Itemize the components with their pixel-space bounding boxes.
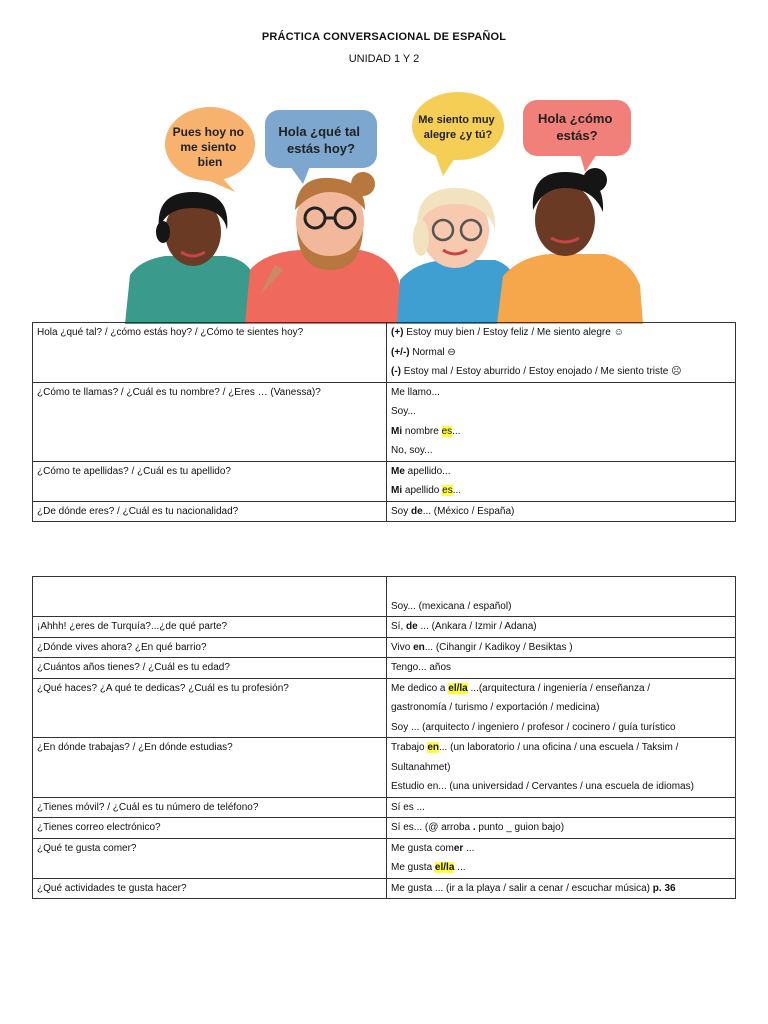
question-text: ¿Tienes móvil? / ¿Cuál es tu número de teléfono?: [37, 801, 259, 813]
table-row: [33, 461, 736, 501]
answer-line: [391, 758, 731, 778]
answer-text: .: [472, 822, 476, 833]
question-text: Hola ¿qué tal? / ¿cómo estás hoy? / ¿Cómo te sientes hoy?: [37, 327, 304, 338]
answer-text: ...: [452, 425, 461, 437]
answer-text: Me gusta ... (ir a la playa / salir a cenar / escuchar música): [391, 882, 653, 894]
answer-line: [391, 738, 731, 758]
question-text: ¿Cómo te llamas? / ¿Cuál es tu nombre? / ¿Eres … (Vanessa)?: [37, 386, 321, 398]
table-row: [33, 797, 736, 818]
question-cell: [33, 637, 387, 658]
answer-text: Estudio en... (una universidad / Cervantes / una escuela de idiomas): [391, 781, 694, 792]
answer-text: Soy: [391, 505, 412, 517]
question-cell: [33, 797, 387, 818]
question-text: ¿De dónde eres? / ¿Cuál es tu nacionalidad?: [37, 505, 239, 517]
answer-line: [391, 462, 731, 482]
highlighted-text: el/la: [448, 682, 468, 694]
question-cell: [33, 382, 387, 461]
answer-text: Me: [391, 465, 405, 477]
answer-cell: [387, 838, 736, 878]
question-text: ¿Tienes correo electrónico?: [37, 822, 161, 833]
answer-line: [391, 879, 731, 899]
question-cell: [33, 617, 387, 638]
answer-text: en: [413, 641, 425, 653]
table-row: [33, 323, 736, 383]
question-cell: [33, 461, 387, 501]
answer-text: apellido...: [404, 465, 451, 477]
answer-line: [391, 798, 731, 818]
question-text: ¡Ahhh! ¿eres de Turquía?...¿de qué parte?: [37, 621, 228, 632]
answer-text: de: [411, 505, 423, 517]
answer-text: Normal ⊖: [409, 346, 456, 358]
answer-line: [391, 638, 731, 658]
table-row: [33, 738, 736, 798]
answer-text: (-): [391, 366, 401, 377]
answer-line: [391, 481, 731, 501]
answer-text: ...: [452, 485, 462, 496]
answer-text: Mi: [391, 425, 403, 437]
answer-text: Sí es ...: [391, 801, 425, 813]
answer-text: No, soy...: [391, 445, 433, 456]
table-row: [33, 818, 736, 839]
answer-text: ... (Ankara / Izmir / Adana): [417, 621, 537, 632]
answer-cell: [387, 658, 736, 679]
answer-text: er: [453, 842, 464, 854]
question-text: ¿Dónde vives ahora? ¿En qué barrio?: [37, 641, 207, 653]
answer-text: Me llamo...: [391, 386, 440, 398]
question-cell: [33, 577, 387, 617]
question-cell: [33, 323, 387, 383]
answer-line: [391, 402, 731, 422]
answer-cell: [387, 678, 736, 738]
answer-line: [391, 617, 731, 637]
answer-text: ...: [463, 842, 475, 854]
answer-line: [391, 718, 731, 738]
answer-text: Estoy mal / Estoy aburrido / Estoy enojado / Me siento triste ☹: [401, 366, 682, 377]
answer-text: Trabajo: [391, 742, 428, 753]
answer-cell: [387, 501, 736, 522]
answer-text: Sí es... (@ arroba: [391, 822, 473, 833]
answer-line: [391, 343, 731, 363]
answer-text: apellido: [402, 485, 443, 496]
answer-line: [391, 323, 731, 343]
question-cell: [33, 838, 387, 878]
answer-text: Me gusta com: [391, 842, 454, 854]
answer-line: [391, 577, 731, 597]
answer-cell: [387, 818, 736, 839]
question-text: ¿En dónde trabajas? / ¿En dónde estudias?: [37, 742, 233, 753]
question-cell: [33, 738, 387, 798]
answer-cell: [387, 797, 736, 818]
answer-text: ... (un laboratorio / una oficina / una escuela / Taksim /: [439, 742, 679, 753]
speech-bubble-3-text: Me siento muy alegre ¿y tú?: [418, 114, 495, 141]
answer-line: [391, 422, 731, 442]
question-text: ¿Qué te gusta comer?: [37, 842, 137, 854]
answer-line: [391, 858, 731, 878]
table-row: [33, 382, 736, 461]
highlighted-text: el/la: [434, 862, 455, 873]
question-text: ¿Qué actividades te gusta hacer?: [37, 882, 187, 894]
answer-text: Sí,: [391, 621, 407, 632]
answer-cell: [387, 461, 736, 501]
speech-bubble-1-text: Pues hoy no me siento bien: [172, 125, 244, 169]
answer-line: [391, 679, 731, 699]
question-cell: [33, 878, 387, 899]
table-row: [33, 577, 736, 617]
answer-line: [391, 441, 731, 461]
answer-line: [391, 383, 731, 403]
question-cell: [33, 678, 387, 738]
answer-text: Soy... (mexicana / español): [391, 600, 512, 612]
answer-text: (+): [391, 327, 404, 338]
page-title: PRÁCTICA CONVERSACIONAL DE ESPAÑOL: [261, 31, 507, 43]
page-subtitle: UNIDAD 1 Y 2: [348, 53, 420, 65]
table-row: [33, 617, 736, 638]
answer-text: Estoy muy bien / Estoy feliz / Me siento alegre ☺: [403, 327, 624, 338]
table-row: [33, 658, 736, 679]
highlighted-text: es: [441, 425, 453, 437]
answer-text: Tengo... años: [391, 662, 452, 673]
answer-cell: [387, 577, 736, 617]
answer-text: ... (Cihangir / Kadikoy / Besiktas ): [424, 641, 573, 653]
answer-line: [391, 502, 731, 522]
people-illustration: [125, 80, 645, 324]
highlighted-text: es: [442, 485, 453, 496]
table-row: [33, 637, 736, 658]
question-text: ¿Cuántos años tienes? / ¿Cuál es tu edad?: [37, 662, 230, 673]
answer-text: punto _ guion bajo): [475, 822, 565, 833]
table-row: [33, 838, 736, 878]
table-row: [33, 501, 736, 522]
answer-text: nombre: [402, 425, 442, 437]
speech-bubble-2-text: Hola ¿qué tal estás hoy?: [278, 124, 360, 156]
answer-line: [391, 839, 731, 859]
question-text: ¿Qué haces? ¿A qué te dedicas? ¿Cuál es tu profesión?: [37, 682, 289, 694]
question-cell: [33, 501, 387, 522]
answer-text: p. 36: [652, 882, 676, 894]
answer-cell: [387, 637, 736, 658]
answer-text: Soy ... (arquitecto / ingeniero / profesor / cocinero / guía turístico: [391, 721, 676, 733]
answer-text: ... (México / España): [422, 505, 515, 517]
table-unit-1: [32, 322, 736, 522]
answer-line: [391, 597, 731, 617]
answer-line: [391, 818, 731, 838]
answer-line: [391, 362, 731, 382]
answer-text: Mi: [391, 485, 403, 496]
question-cell: [33, 818, 387, 839]
answer-text: Sultanahmet): [391, 761, 451, 773]
answer-cell: [387, 738, 736, 798]
answer-cell: [387, 323, 736, 383]
question-text: ¿Cómo te apellidas? / ¿Cuál es tu apellido?: [37, 465, 231, 477]
question-text: [37, 577, 382, 597]
speech-bubble-4-text: Hola ¿cómo estás?: [537, 111, 613, 143]
table-unit-2: [32, 576, 736, 899]
answer-line: [391, 658, 731, 678]
table-row: [33, 878, 736, 899]
highlighted-text: en: [427, 742, 439, 753]
answer-cell: [387, 878, 736, 899]
answer-line: [391, 777, 731, 797]
answer-text: ...: [454, 862, 466, 873]
answer-text: Me gusta: [391, 862, 435, 873]
answer-text: Me dedico a: [391, 682, 449, 694]
table-row: [33, 678, 736, 738]
answer-line: [391, 698, 731, 718]
answer-text: (+/-): [391, 346, 410, 358]
answer-cell: [387, 382, 736, 461]
answer-text: de: [406, 621, 418, 632]
answer-text: Soy...: [391, 406, 416, 417]
question-cell: [33, 658, 387, 679]
answer-cell: [387, 617, 736, 638]
answer-text: gastronomía / turismo / exportación / medicina): [391, 702, 600, 713]
answer-text: Vivo: [391, 641, 414, 653]
answer-text: ...(arquitectura / ingeniería / enseñanza /: [467, 682, 651, 694]
